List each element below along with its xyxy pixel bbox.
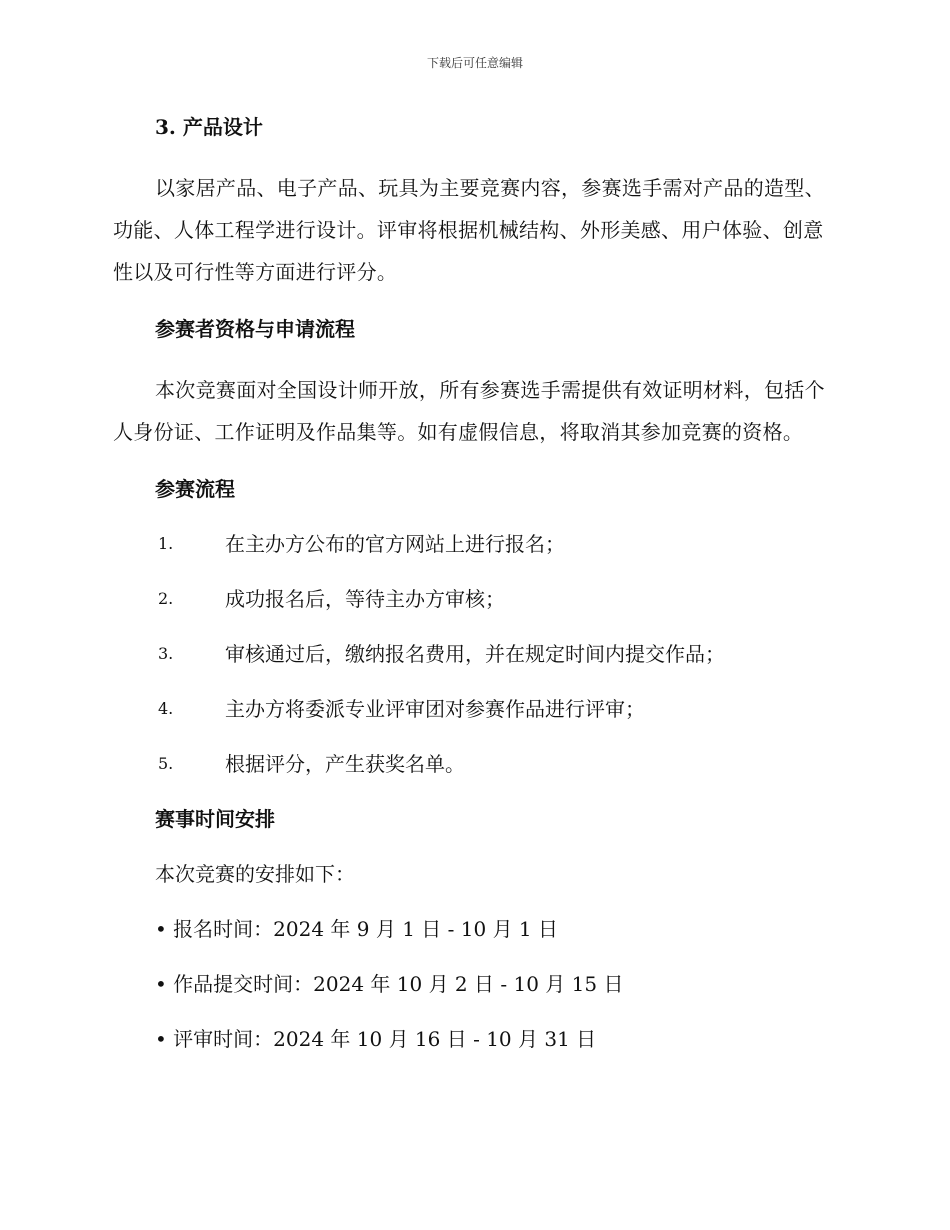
list-number: 4. <box>158 699 174 718</box>
list-text: 在主办方公布的官方网站上进行报名； <box>225 532 565 556</box>
page-header: 下载后可任意编辑 <box>426 56 523 70</box>
list-text: 审核通过后，缴纳报名费用，并在规定时间内提交作品； <box>225 642 725 666</box>
list-number: 2. <box>158 589 174 608</box>
list-number: 1. <box>158 534 174 553</box>
list-item <box>113 639 831 669</box>
list-text: 主办方将委派专业评审团对参赛作品进行评审； <box>225 697 645 721</box>
list-item <box>113 584 831 614</box>
list-item <box>113 694 831 724</box>
list-number: 3. <box>158 644 174 663</box>
paragraph-product-design: 以家居产品、电子产品、玩具为主要竞赛内容，参赛选手需对产品的造型、功能、人体工程学进行设计。评审将根据机械结构、外形美感、用户体验、创意性以及可行性等方面进行评分。 <box>113 176 825 284</box>
list-text: 根据评分，产生获奖名单。 <box>225 752 465 776</box>
paragraph-eligibility: 本次竞赛面对全国设计师开放，所有参赛选手需提供有效证明材料，包括个人身份证、工作证明及作品集等。如有虚假信息，将取消其参加竞赛的资格。 <box>113 378 825 444</box>
schedule-bullet: • 报名时间：2024 年 9 月 1 日 - 10 月 1 日 <box>155 917 559 941</box>
heading-eligibility: 参赛者资格与申请流程 <box>155 317 355 341</box>
schedule-intro: 本次竞赛的安排如下： <box>155 862 355 886</box>
heading-product-design: 3. 产品设计 <box>155 115 263 139</box>
list-number: 5. <box>158 754 174 773</box>
list-item <box>113 749 831 779</box>
heading-process: 参赛流程 <box>155 477 235 501</box>
schedule-bullet: • 作品提交时间：2024 年 10 月 2 日 - 10 月 15 日 <box>155 972 624 996</box>
heading-schedule: 赛事时间安排 <box>155 807 275 831</box>
list-item <box>113 529 831 559</box>
schedule-bullet: • 评审时间：2024 年 10 月 16 日 - 10 月 31 日 <box>155 1027 597 1051</box>
document-body <box>113 112 831 1054</box>
list-text: 成功报名后，等待主办方审核； <box>225 587 505 611</box>
